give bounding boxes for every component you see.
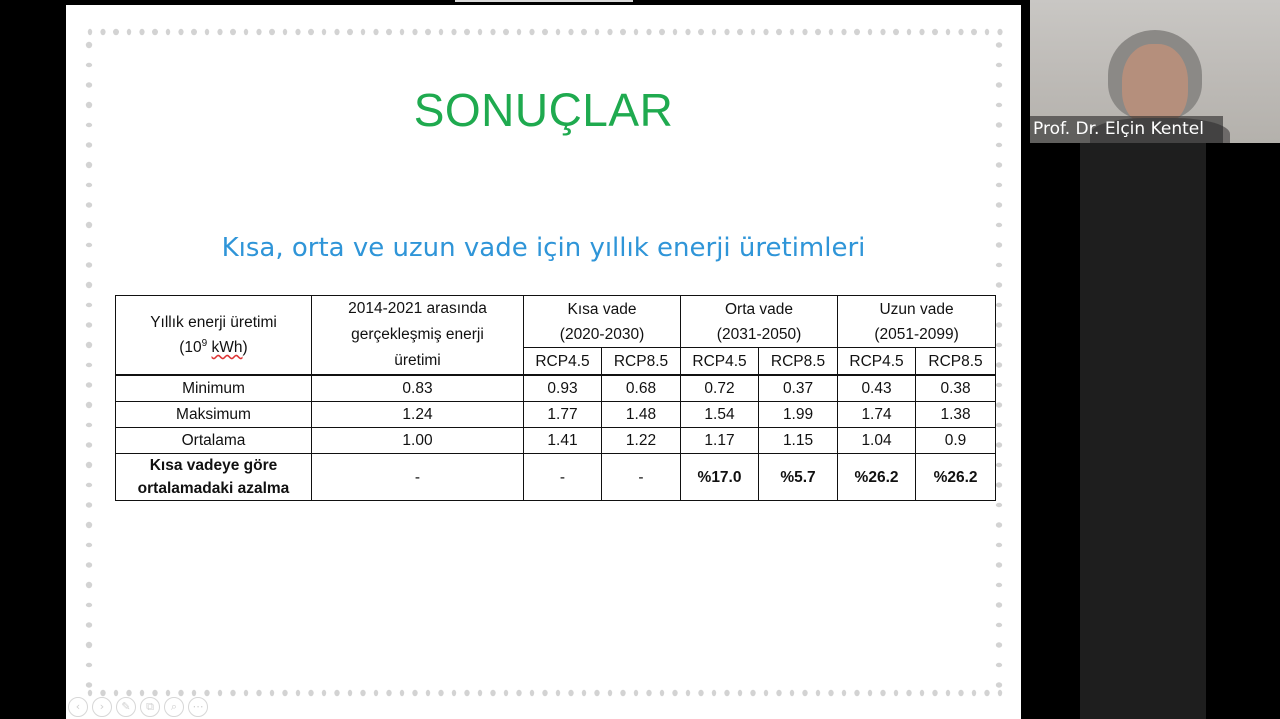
border-dot (996, 663, 1002, 667)
webcam-video-tile[interactable] (1030, 0, 1280, 143)
border-dot (685, 29, 690, 35)
border-dot (86, 42, 92, 48)
border-dot (86, 483, 92, 487)
slide-subtitle: Kısa, orta ve uzun vade için yıllık enerji üretimleri (221, 233, 866, 263)
border-dot (256, 690, 261, 696)
border-dot (620, 29, 626, 35)
border-dot (996, 623, 1002, 627)
unit-prefix: (10 (179, 339, 202, 356)
border-dot (296, 690, 300, 696)
border-dot (646, 29, 651, 35)
border-dot (984, 690, 989, 696)
border-dot (412, 29, 417, 35)
border-dot (478, 29, 482, 35)
border-dot (478, 690, 482, 696)
value-cell: 1.74 (838, 402, 916, 428)
border-dot (880, 29, 885, 35)
border-dot (542, 29, 548, 35)
border-dot (996, 522, 1002, 527)
border-dot (230, 29, 236, 35)
border-dot (86, 183, 92, 187)
value-cell: 0.68 (602, 375, 681, 402)
border-dot (659, 29, 665, 35)
border-dot (828, 690, 833, 696)
border-dot (504, 690, 508, 696)
border-dot (996, 583, 1002, 587)
header-observed-production: 2014-2021 arasında gerçekleşmiş enerji üretimi (312, 296, 524, 376)
border-dot (348, 690, 352, 696)
border-dot (608, 690, 612, 696)
value-cell: 0.37 (759, 375, 838, 402)
border-dot (191, 29, 197, 35)
border-dot (996, 183, 1002, 187)
border-dot (503, 29, 509, 35)
border-dot (178, 29, 183, 35)
border-dot (906, 690, 911, 696)
border-dot (86, 142, 92, 147)
scenario-cell: RCP4.5 (838, 348, 916, 375)
unit-kwh: kWh (211, 339, 243, 356)
value-cell: 1.54 (681, 402, 759, 428)
border-dot (763, 29, 768, 35)
border-dot (724, 29, 729, 35)
border-dot (996, 202, 1002, 207)
copy-icon[interactable]: ⧉ (140, 697, 160, 717)
border-dot (100, 690, 105, 696)
border-dot (985, 29, 989, 35)
border-dot (516, 690, 521, 696)
border-dot (244, 690, 248, 696)
border-dot (322, 690, 326, 696)
border-dot (412, 690, 417, 696)
border-dot (673, 29, 677, 35)
border-dot (919, 29, 924, 35)
slide-title: SONUÇLAR (413, 84, 674, 136)
border-dot (868, 690, 872, 696)
scenario-cell: RCP4.5 (524, 348, 602, 375)
border-dot (192, 690, 196, 696)
border-dot (996, 402, 1002, 407)
border-dot (996, 463, 1002, 467)
border-dot (86, 462, 92, 468)
border-dot (464, 690, 469, 696)
value-cell: %5.7 (759, 454, 838, 501)
table-row (116, 428, 996, 454)
border-dot (712, 690, 716, 696)
border-dot (490, 690, 495, 696)
table-row (116, 454, 996, 501)
border-dot (996, 42, 1002, 47)
border-dot (86, 543, 92, 547)
border-dot (530, 690, 534, 696)
observed-cell: - (312, 454, 524, 501)
zoom-icon[interactable]: ⌕ (164, 697, 184, 717)
border-dot (86, 402, 92, 408)
value-cell: 1.15 (759, 428, 838, 454)
border-dot (230, 690, 235, 696)
border-dot (282, 690, 287, 696)
border-dot (308, 690, 313, 696)
border-dot (100, 29, 105, 35)
border-dot (737, 29, 743, 35)
border-dot (996, 63, 1002, 67)
header-group-long (838, 296, 996, 348)
border-dot (205, 29, 209, 35)
border-dot (86, 642, 92, 648)
border-dot (542, 690, 547, 696)
border-dot (996, 682, 1002, 687)
header-annual-production (116, 296, 312, 376)
border-dot (86, 63, 92, 67)
border-dot (996, 223, 1002, 227)
more-icon[interactable]: ⋯ (188, 697, 208, 717)
border-dot (86, 162, 92, 168)
border-dot (932, 690, 937, 696)
border-dot (996, 362, 1002, 367)
border-dot (86, 322, 92, 327)
border-dot (88, 690, 92, 696)
value-cell: 1.77 (524, 402, 602, 428)
border-dot (776, 690, 781, 696)
border-dot (750, 690, 755, 696)
scenario-cell: RCP4.5 (681, 348, 759, 375)
value-cell: - (524, 454, 602, 501)
border-dot (996, 343, 1002, 347)
border-dot (86, 622, 92, 627)
border-dot (334, 29, 339, 35)
border-dot (140, 690, 144, 696)
border-dot (971, 29, 977, 35)
prev-icon[interactable]: ‹ (68, 697, 88, 717)
border-dot (660, 690, 664, 696)
border-dot (283, 29, 287, 35)
border-dot (996, 562, 1002, 567)
value-cell: 0.38 (916, 375, 996, 402)
header-group-medium (681, 296, 838, 348)
border-dot (426, 690, 430, 696)
group-name: Orta vade (724, 300, 794, 318)
value-cell: %26.2 (916, 454, 996, 501)
border-dot (86, 603, 92, 607)
border-dot (256, 29, 261, 35)
group-period: (2051-2099) (874, 325, 959, 343)
border-dot (360, 690, 365, 696)
left-black-margin (0, 0, 66, 719)
border-dot (86, 222, 92, 228)
group-name: Kısa vade (567, 300, 637, 318)
border-dot (152, 29, 158, 35)
border-dot (958, 29, 963, 35)
unit-suffix: ) (242, 339, 248, 356)
border-dot (86, 202, 92, 207)
border-dot (686, 690, 690, 696)
border-dot (996, 423, 1002, 427)
border-dot (996, 162, 1002, 167)
border-dot (607, 29, 612, 35)
border-dot (594, 690, 599, 696)
presentation-slide (66, 5, 1021, 719)
border-dot (86, 342, 92, 348)
border-dot (582, 690, 586, 696)
border-dot (295, 29, 300, 35)
border-dot (581, 29, 587, 35)
value-cell: 1.04 (838, 428, 916, 454)
border-dot (998, 690, 1002, 696)
border-dot (920, 690, 924, 696)
border-dot (86, 663, 92, 667)
border-dot (347, 29, 353, 35)
border-dot (620, 690, 625, 696)
border-dot (946, 690, 950, 696)
border-dot (439, 29, 443, 35)
participant-face (1122, 44, 1188, 126)
border-dot (438, 690, 443, 696)
value-cell: 1.17 (681, 428, 759, 454)
border-dot (634, 29, 638, 35)
border-dot (907, 29, 911, 35)
border-dot (218, 690, 222, 696)
border-dot (996, 503, 1002, 507)
border-dot (595, 29, 599, 35)
border-dot (452, 690, 456, 696)
value-cell: 1.99 (759, 402, 838, 428)
border-dot (712, 29, 716, 35)
scenario-cell: RCP8.5 (602, 348, 681, 375)
border-dot (698, 29, 704, 35)
row-label: Minimum (116, 375, 312, 402)
border-dot (996, 543, 1002, 547)
border-dot (86, 363, 92, 367)
border-dot (86, 423, 92, 427)
border-dot (88, 29, 92, 35)
border-dot (86, 562, 92, 567)
border-dot (178, 690, 183, 696)
border-dot (790, 690, 794, 696)
border-dot (86, 262, 92, 267)
border-dot (269, 29, 275, 35)
value-cell: 0.93 (524, 375, 602, 402)
border-dot (996, 482, 1002, 487)
observed-cell: 1.24 (312, 402, 524, 428)
border-dot (996, 303, 1002, 307)
pen-icon[interactable]: ✎ (116, 697, 136, 717)
observed-cell: 1.00 (312, 428, 524, 454)
border-dot (86, 582, 92, 588)
value-cell: 0.72 (681, 375, 759, 402)
border-dot (244, 29, 248, 35)
border-dot (334, 690, 339, 696)
border-dot (996, 263, 1002, 267)
border-dot (86, 282, 92, 288)
border-dot (556, 690, 560, 696)
border-dot (86, 303, 92, 307)
unit-exponent: 9 (201, 337, 208, 349)
border-dot (854, 690, 859, 696)
border-dot (464, 29, 470, 35)
row-label: Ortalama (116, 428, 312, 454)
value-cell: 1.48 (602, 402, 681, 428)
border-dot (893, 29, 899, 35)
border-dot (738, 690, 742, 696)
border-dot (880, 690, 885, 696)
border-dot (400, 29, 404, 35)
border-dot (517, 29, 521, 35)
border-dot (751, 29, 755, 35)
border-dot (997, 29, 1002, 35)
participant-name-label: Prof. Dr. Elçin Kentel (1030, 116, 1223, 143)
border-dot (996, 143, 1002, 147)
border-dot (386, 29, 392, 35)
border-dot (322, 29, 326, 35)
border-dot (996, 642, 1002, 647)
border-dot (374, 690, 378, 696)
border-dot (841, 29, 846, 35)
value-cell: 1.22 (602, 428, 681, 454)
border-dot (868, 29, 872, 35)
border-dot (126, 690, 131, 696)
border-dot (776, 29, 782, 35)
border-dot (802, 690, 807, 696)
border-dot (152, 690, 157, 696)
border-dot (373, 29, 378, 35)
scenario-cell: RCP8.5 (759, 348, 838, 375)
value-cell: %17.0 (681, 454, 759, 501)
value-cell: %26.2 (838, 454, 916, 501)
border-dot (127, 29, 131, 35)
window-top-strip (455, 0, 633, 2)
header-unit (116, 335, 311, 360)
value-cell: - (602, 454, 681, 501)
border-dot (646, 690, 651, 696)
value-cell: 1.38 (916, 402, 996, 428)
border-dot (86, 522, 92, 528)
value-cell: 1.41 (524, 428, 602, 454)
border-dot (204, 690, 209, 696)
border-dot (996, 442, 1002, 447)
border-dot (139, 29, 144, 35)
border-dot (217, 29, 222, 35)
border-dot (400, 690, 404, 696)
border-dot (86, 502, 92, 507)
border-dot (361, 29, 365, 35)
border-dot (568, 29, 573, 35)
border-dot (114, 690, 118, 696)
border-dot (86, 382, 92, 387)
border-dot (996, 602, 1002, 607)
border-dot (529, 29, 534, 35)
energy-production-table (115, 295, 996, 501)
border-dot (932, 29, 938, 35)
border-dot (698, 690, 703, 696)
border-dot (386, 690, 391, 696)
border-dot (802, 29, 807, 35)
border-dot (568, 690, 573, 696)
border-dot (854, 29, 860, 35)
border-dot (270, 690, 274, 696)
border-dot (86, 682, 92, 687)
border-dot (556, 29, 560, 35)
group-name: Uzun vade (879, 300, 954, 318)
border-dot (308, 29, 314, 35)
header-annual-production-label: Yıllık enerji üretimi (150, 314, 277, 331)
side-panel (1080, 143, 1206, 719)
border-dot (996, 282, 1002, 287)
border-dot (672, 690, 677, 696)
border-dot (166, 690, 170, 696)
border-dot (829, 29, 833, 35)
border-dot (996, 322, 1002, 327)
border-dot (425, 29, 431, 35)
observed-cell: 0.83 (312, 375, 524, 402)
border-dot (166, 29, 170, 35)
border-dot (451, 29, 456, 35)
border-dot (842, 690, 846, 696)
border-dot (634, 690, 638, 696)
border-dot (790, 29, 794, 35)
scenario-cell: RCP8.5 (916, 348, 996, 375)
group-period: (2031-2050) (716, 325, 802, 343)
value-cell: 0.43 (838, 375, 916, 402)
table-row (116, 375, 996, 402)
border-dot (113, 29, 119, 35)
value-cell: 0.9 (916, 428, 996, 454)
border-dot (958, 690, 963, 696)
border-dot (86, 442, 92, 447)
row-label: Kısa vadeye göre ortalamadaki azalma (116, 454, 312, 501)
border-dot (894, 690, 898, 696)
border-dot (972, 690, 976, 696)
header-group-short (524, 296, 681, 348)
border-dot (816, 690, 820, 696)
border-dot (764, 690, 768, 696)
border-dot (815, 29, 821, 35)
slide-controls (68, 697, 208, 717)
next-icon[interactable]: › (92, 697, 112, 717)
border-dot (724, 690, 729, 696)
border-dot (490, 29, 495, 35)
group-period: (2020-2030) (559, 325, 645, 343)
row-label: Maksimum (116, 402, 312, 428)
border-dot (946, 29, 950, 35)
table-row (116, 402, 996, 428)
border-dot (996, 383, 1002, 387)
table-header-row (116, 296, 996, 348)
